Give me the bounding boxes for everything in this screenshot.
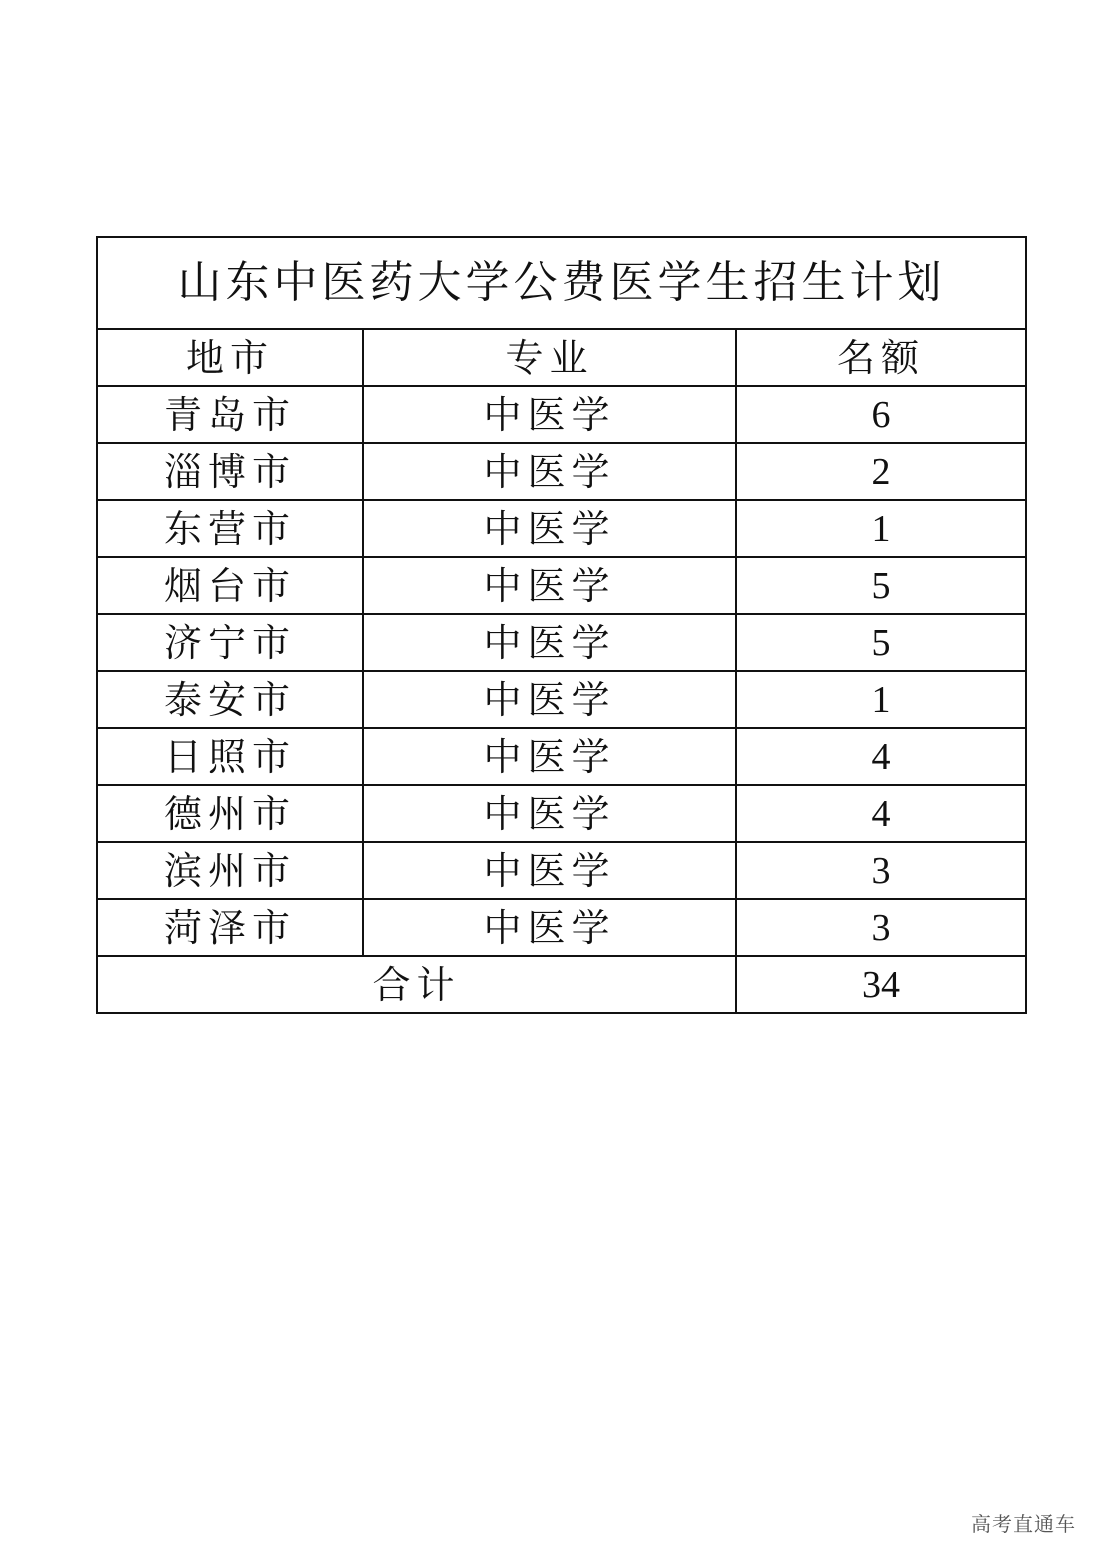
quota-cell: 6 — [736, 386, 1026, 443]
quota-cell: 1 — [736, 500, 1026, 557]
city-cell: 淄博市 — [97, 443, 363, 500]
major-cell: 中医学 — [363, 785, 736, 842]
header-row — [97, 329, 1026, 386]
enrollment-plan-table — [96, 236, 1027, 1014]
major-cell: 中医学 — [363, 557, 736, 614]
city-cell: 滨州市 — [97, 842, 363, 899]
major-cell: 中医学 — [363, 614, 736, 671]
header-major: 专业 — [363, 329, 736, 386]
quota-cell: 5 — [736, 614, 1026, 671]
city-cell: 日照市 — [97, 728, 363, 785]
city-cell: 青岛市 — [97, 386, 363, 443]
table-row — [97, 443, 1026, 500]
header-city: 地市 — [97, 329, 363, 386]
quota-cell: 1 — [736, 671, 1026, 728]
quota-cell: 5 — [736, 557, 1026, 614]
city-cell: 东营市 — [97, 500, 363, 557]
title-row — [97, 237, 1026, 329]
table-row — [97, 386, 1026, 443]
total-row — [97, 956, 1026, 1013]
total-value: 34 — [736, 956, 1026, 1013]
major-cell: 中医学 — [363, 899, 736, 956]
quota-cell: 4 — [736, 785, 1026, 842]
quota-cell: 2 — [736, 443, 1026, 500]
major-cell: 中医学 — [363, 443, 736, 500]
major-cell: 中医学 — [363, 500, 736, 557]
major-cell: 中医学 — [363, 728, 736, 785]
total-label: 合计 — [97, 956, 736, 1013]
quota-cell: 3 — [736, 899, 1026, 956]
table-row — [97, 842, 1026, 899]
header-quota: 名额 — [736, 329, 1026, 386]
major-cell: 中医学 — [363, 386, 736, 443]
major-cell: 中医学 — [363, 671, 736, 728]
city-cell: 德州市 — [97, 785, 363, 842]
major-cell: 中医学 — [363, 842, 736, 899]
city-cell: 烟台市 — [97, 557, 363, 614]
city-cell: 济宁市 — [97, 614, 363, 671]
table-row — [97, 728, 1026, 785]
table-row — [97, 500, 1026, 557]
city-cell: 泰安市 — [97, 671, 363, 728]
quota-cell: 4 — [736, 728, 1026, 785]
table-row — [97, 671, 1026, 728]
table-title: 山东中医药大学公费医学生招生计划 — [97, 237, 1026, 329]
city-cell: 菏泽市 — [97, 899, 363, 956]
table-row — [97, 614, 1026, 671]
quota-cell: 3 — [736, 842, 1026, 899]
table-row — [97, 785, 1026, 842]
table-row — [97, 557, 1026, 614]
watermark: 高考直通车 — [971, 1512, 1076, 1536]
table-row — [97, 899, 1026, 956]
